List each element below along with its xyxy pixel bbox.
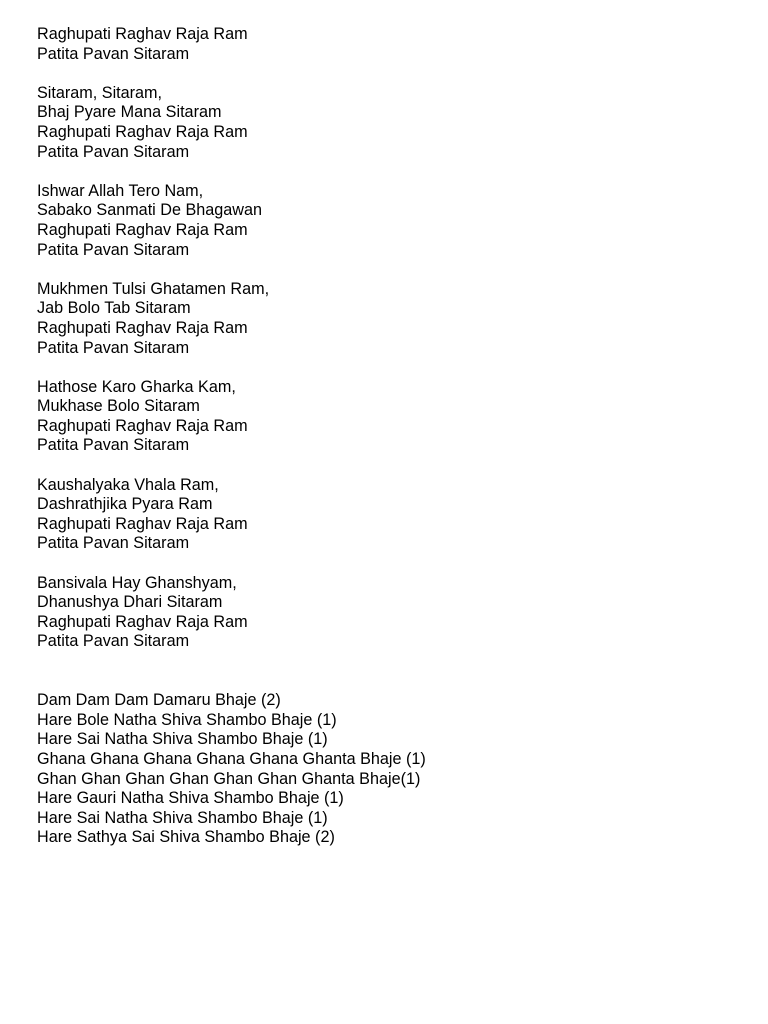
stanza-line: Patita Pavan Sitaram [37, 436, 190, 455]
stanza-line: Bhaj Pyare Mana Sitaram [37, 103, 222, 122]
stanza-1 [37, 25, 737, 64]
stanza-line: Dashrathjika Pyara Ram [37, 495, 213, 514]
lyrics-text [37, 25, 737, 868]
stanza-line: Hare Sai Natha Shiva Shambo Bhaje (1) [37, 730, 328, 749]
stanza-line: Patita Pavan Sitaram [37, 534, 190, 553]
stanza-line: Hare Bole Natha Shiva Shambo Bhaje (1) [37, 710, 337, 729]
stanza-5 [37, 378, 737, 456]
stanza-line: Dhanushya Dhari Sitaram [37, 593, 223, 612]
stanza-4 [37, 280, 737, 358]
stanza-line: Ishwar Allah Tero Nam, [37, 181, 204, 200]
stanza-3 [37, 182, 737, 260]
stanza-line: Jab Bolo Tab Sitaram [37, 299, 191, 318]
stanza-line: Sabako Sanmati De Bhagawan [37, 201, 262, 220]
stanza-line: Hathose Karo Gharka Kam, [37, 377, 236, 396]
stanza-line: Patita Pavan Sitaram [37, 632, 190, 651]
stanza-line: Raghupati Raghav Raja Ram [37, 122, 248, 141]
stanza-line: Raghupati Raghav Raja Ram [37, 514, 248, 533]
stanza-line: Patita Pavan Sitaram [37, 44, 190, 63]
stanza-8 [37, 691, 737, 848]
stanza-line: Raghupati Raghav Raja Ram [37, 416, 248, 435]
stanza-7 [37, 574, 737, 652]
stanza-line: Sitaram, Sitaram, [37, 83, 163, 102]
stanza-line: Hare Sai Natha Shiva Shambo Bhaje (1) [37, 808, 328, 827]
stanza-line: Patita Pavan Sitaram [37, 240, 190, 259]
stanza-line: Kaushalyaka Vhala Ram, [37, 475, 219, 494]
stanza-6 [37, 476, 737, 554]
stanza-line: Hare Gauri Natha Shiva Shambo Bhaje (1) [37, 789, 344, 808]
stanza-line: Raghupati Raghav Raja Ram [37, 318, 248, 337]
stanza-line: Hare Sathya Sai Shiva Shambo Bhaje (2) [37, 828, 335, 847]
stanza-line: Ghana Ghana Ghana Ghana Ghana Ghanta Bhaje (1) [37, 749, 426, 768]
stanza-line: Mukhmen Tulsi Ghatamen Ram, [37, 279, 270, 298]
stanza-line: Patita Pavan Sitaram [37, 338, 190, 357]
stanza-line: Bansivala Hay Ghanshyam, [37, 573, 237, 592]
stanza-2 [37, 84, 737, 162]
stanza-line: Dam Dam Dam Damaru Bhaje (2) [37, 691, 281, 710]
stanza-line: Raghupati Raghav Raja Ram [37, 220, 248, 239]
stanza-line: Raghupati Raghav Raja Ram [37, 25, 248, 43]
stanza-line: Ghan Ghan Ghan Ghan Ghan Ghan Ghanta Bhaje(1) [37, 769, 421, 788]
stanza-line: Mukhase Bolo Sitaram [37, 397, 200, 416]
stanza-line: Patita Pavan Sitaram [37, 142, 190, 161]
stanza-line: Raghupati Raghav Raja Ram [37, 612, 248, 631]
